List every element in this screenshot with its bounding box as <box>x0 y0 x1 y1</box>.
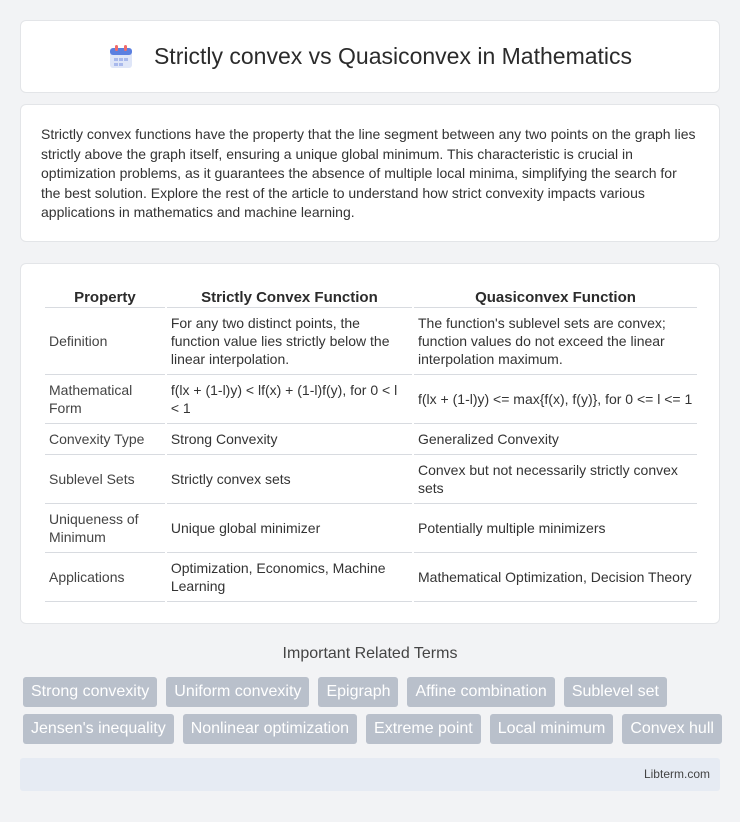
row-property: Mathematical Form <box>45 375 165 424</box>
page-title: Strictly convex vs Quasiconvex in Mathematics <box>153 43 633 69</box>
row-property: Uniqueness of Minimum <box>45 504 165 553</box>
header-property: Property <box>45 282 165 308</box>
row-quasiconvex: Convex but not necessarily strictly convex sets <box>414 455 697 504</box>
related-terms-title: Important Related Terms <box>282 645 458 662</box>
row-strictly-convex: Optimization, Economics, Machine Learning <box>167 553 412 602</box>
intro-card <box>20 104 720 242</box>
related-term-tag[interactable]: Strong convexity <box>23 677 157 707</box>
row-strictly-convex: f(lx + (1-l)y) < lf(x) + (1-l)f(y), for 0 < l < 1 <box>167 375 412 424</box>
header-strictly-convex: Strictly Convex Function <box>167 282 412 308</box>
row-quasiconvex: Generalized Convexity <box>414 424 697 455</box>
related-term-tag[interactable]: Jensen's inequality <box>23 714 174 744</box>
row-property: Applications <box>45 553 165 602</box>
row-quasiconvex: The function's sublevel sets are convex; function values do not exceed the linear interpolation maximum. <box>414 308 697 375</box>
table-row <box>45 553 697 602</box>
calendar-icon <box>108 44 134 70</box>
related-term-tag[interactable]: Uniform convexity <box>166 677 309 707</box>
footer-site-link[interactable]: Libterm.com <box>643 767 710 781</box>
row-strictly-convex: Unique global minimizer <box>167 504 412 553</box>
row-quasiconvex: f(lx + (1-l)y) <= max{f(x), f(y)}, for 0 <= l <= 1 <box>414 375 697 424</box>
row-strictly-convex: For any two distinct points, the function value lies strictly below the linear interpolation. <box>167 308 412 375</box>
related-term-tag[interactable]: Local minimum <box>490 714 614 744</box>
related-term-tag[interactable]: Convex hull <box>622 714 722 744</box>
related-term-tag[interactable]: Epigraph <box>318 677 398 707</box>
table-header-row <box>45 282 697 308</box>
table-row <box>45 308 697 375</box>
comparison-table-card <box>20 263 720 624</box>
row-property: Sublevel Sets <box>45 455 165 504</box>
row-property: Convexity Type <box>45 424 165 455</box>
table-row <box>45 455 697 504</box>
related-term-tag[interactable]: Nonlinear optimization <box>183 714 357 744</box>
related-term-tag[interactable]: Sublevel set <box>564 677 667 707</box>
row-strictly-convex: Strong Convexity <box>167 424 412 455</box>
row-quasiconvex: Potentially multiple minimizers <box>414 504 697 553</box>
table-row <box>45 504 697 553</box>
row-strictly-convex: Strictly convex sets <box>167 455 412 504</box>
header-card <box>20 20 720 93</box>
intro-paragraph: Strictly convex functions have the property that the line segment between any two points on the graph lies strictly above the graph itself, ensuring a unique global minimum. This characteristic is crucial in optimization problems, as it guarantees the absence of multiple local minima, simplifying the search for the best solution. Explore the rest of the article to understand how strict convexity impacts various applications in mathematics and machine learning. <box>41 126 696 220</box>
related-term-tag[interactable]: Affine combination <box>407 677 554 707</box>
table-row <box>45 375 697 424</box>
row-property: Definition <box>45 308 165 375</box>
table-row <box>45 424 697 455</box>
row-quasiconvex: Mathematical Optimization, Decision Theory <box>414 553 697 602</box>
header-quasiconvex: Quasiconvex Function <box>414 282 697 308</box>
footer <box>20 758 720 791</box>
comparison-table <box>43 282 699 602</box>
related-term-tag[interactable]: Extreme point <box>366 714 481 744</box>
related-terms-list <box>20 677 730 751</box>
